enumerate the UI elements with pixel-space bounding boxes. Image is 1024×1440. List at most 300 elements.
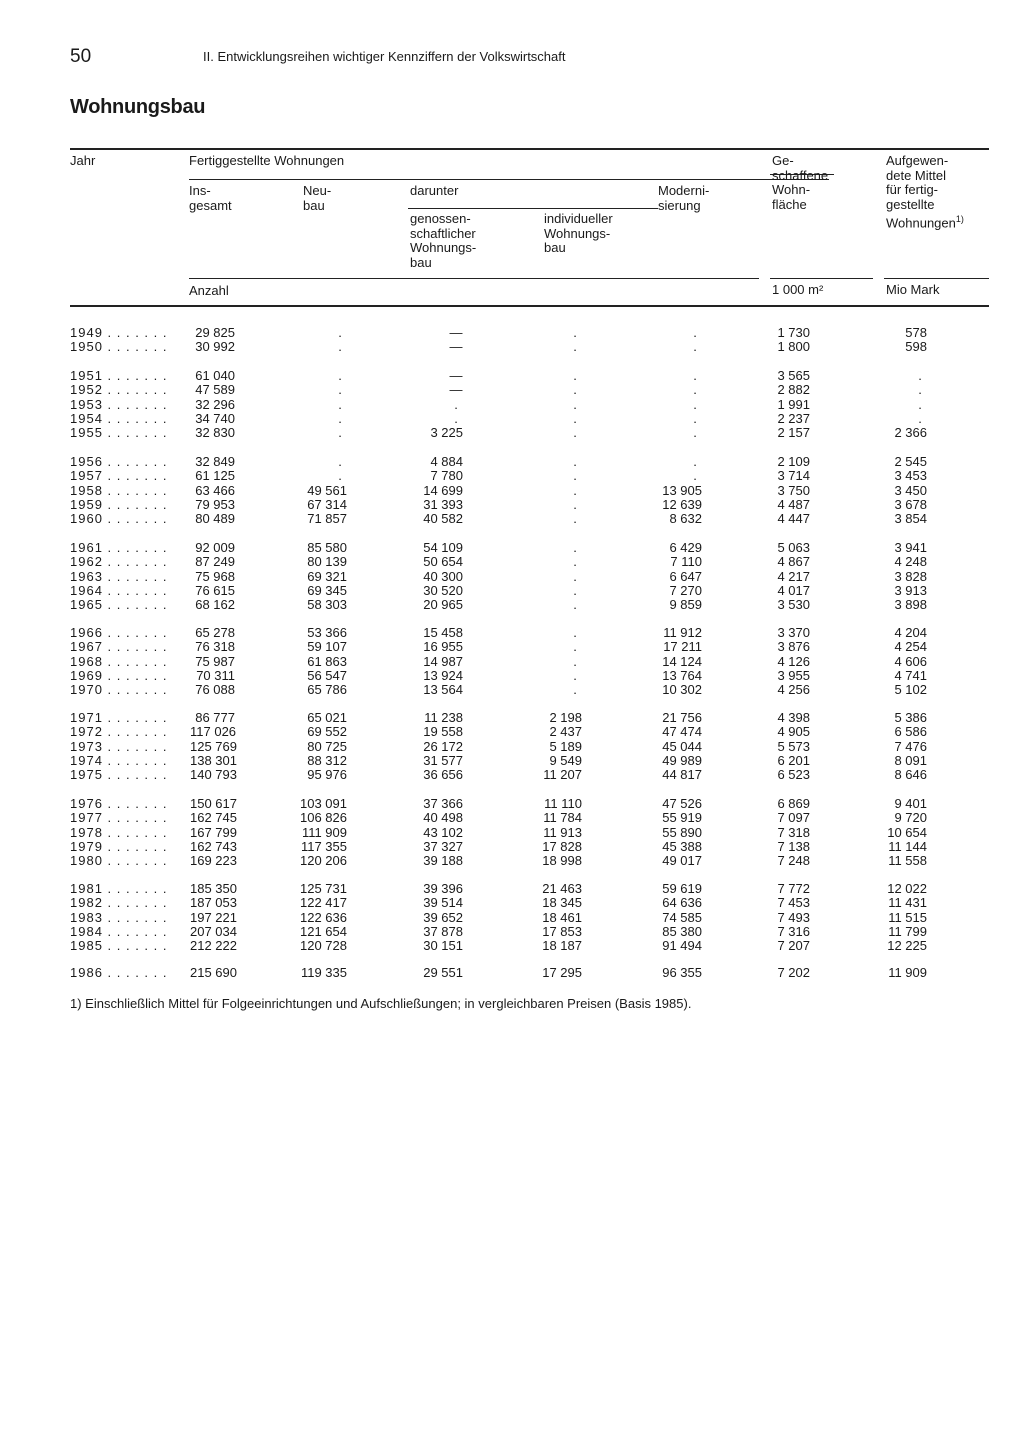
- cell-insgesamt: 212 222: [190, 938, 237, 954]
- cell-genossen: 39 514: [423, 895, 463, 911]
- cell-neubau: 58 303: [307, 597, 347, 613]
- cell-insgesamt: 76 318: [195, 639, 235, 655]
- cell-genossen: 30 151: [423, 938, 463, 954]
- cell-year: 1979 . . . . . . .: [70, 838, 168, 854]
- cell-individuell: .: [573, 639, 577, 655]
- cell-insgesamt: 86 777: [195, 710, 235, 725]
- cell-neubau: 65 786: [307, 682, 347, 698]
- cell-year: 1967 . . . . . . .: [70, 639, 168, 655]
- header-insgesamt: Ins- gesamt: [189, 183, 232, 213]
- cell-flaeche: 4 217: [777, 568, 810, 584]
- cell-neubau: 67 314: [307, 496, 347, 512]
- cell-insgesamt: 76 615: [195, 582, 235, 598]
- cell-neubau: 80 139: [307, 554, 347, 570]
- cell-flaeche: 7 248: [777, 853, 810, 869]
- cell-insgesamt: 32 296: [195, 396, 235, 412]
- cell-mark: 11 144: [888, 838, 927, 854]
- cell-flaeche: 5 573: [777, 738, 810, 754]
- cell-genossen: 19 558: [423, 724, 463, 740]
- cell-mark: 4 254: [894, 639, 927, 655]
- cell-neubau: 88 312: [307, 752, 347, 768]
- cell-mark: 3 854: [894, 511, 927, 527]
- cell-genossen: 37 327: [423, 838, 463, 854]
- cell-neubau: .: [338, 425, 342, 441]
- cell-genossen: 20 965: [423, 597, 463, 613]
- cell-individuell: 17 853: [542, 923, 582, 939]
- cell-neubau: 59 107: [307, 639, 347, 655]
- header-rule-units-2: [770, 278, 873, 279]
- cell-neubau: .: [338, 339, 342, 355]
- cell-year: 1977 . . . . . . .: [70, 810, 168, 826]
- cell-genossen: 26 172: [423, 738, 463, 754]
- cell-flaeche: 7 097: [777, 810, 810, 826]
- header-rule-units: [189, 278, 759, 279]
- cell-flaeche: 6 201: [777, 752, 810, 768]
- cell-individuell: .: [573, 410, 577, 426]
- cell-individuell: 11 913: [543, 824, 582, 840]
- cell-year: 1969 . . . . . . .: [70, 667, 168, 683]
- cell-mark: 8 646: [894, 767, 927, 783]
- cell-individuell: .: [573, 554, 577, 570]
- cell-genossen: 4 884: [430, 454, 463, 469]
- cell-mark: .: [918, 410, 922, 426]
- unit-flaeche: 1 000 m²: [772, 282, 824, 297]
- cell-insgesamt: 32 830: [195, 425, 235, 441]
- cell-modern: 6 647: [669, 568, 702, 584]
- cell-year: 1949 . . . . . . .: [70, 325, 168, 340]
- cell-insgesamt: 187 053: [190, 895, 237, 911]
- cell-neubau: 122 636: [300, 909, 347, 925]
- cell-flaeche: 1 730: [777, 325, 810, 340]
- cell-flaeche: 4 126: [777, 653, 810, 669]
- cell-individuell: 11 207: [543, 767, 582, 783]
- header-bottom-rule: [70, 305, 989, 307]
- cell-neubau: 103 091: [300, 796, 347, 811]
- cell-individuell: 18 998: [542, 853, 582, 869]
- cell-neubau: 117 355: [300, 838, 347, 854]
- cell-flaeche: 4 905: [777, 724, 810, 740]
- cell-genossen: 31 577: [423, 752, 463, 768]
- cell-genossen: 3 225: [430, 425, 463, 441]
- cell-flaeche: 3 714: [777, 468, 810, 484]
- cell-modern: 47 474: [662, 724, 702, 740]
- cell-flaeche: 3 370: [777, 625, 810, 640]
- cell-insgesamt: 32 849: [195, 454, 235, 469]
- cell-genossen: 16 955: [423, 639, 463, 655]
- cell-flaeche: 6 523: [777, 767, 810, 783]
- cell-year: 1971 . . . . . . .: [70, 710, 168, 725]
- cell-modern: 85 380: [662, 923, 702, 939]
- cell-flaeche: 7 493: [777, 909, 810, 925]
- cell-individuell: .: [573, 482, 577, 498]
- cell-modern: 17 211: [663, 639, 702, 655]
- cell-insgesamt: 125 769: [190, 738, 237, 754]
- cell-mark: 3 913: [894, 582, 927, 598]
- cell-genossen: 37 878: [423, 923, 463, 939]
- cell-individuell: .: [573, 468, 577, 484]
- cell-flaeche: 5 063: [777, 540, 810, 555]
- cell-genossen: —: [449, 339, 463, 355]
- cell-year: 1953 . . . . . . .: [70, 396, 168, 412]
- cell-mark: 9 720: [894, 810, 927, 826]
- cell-year: 1955 . . . . . . .: [70, 425, 168, 441]
- cell-genossen: 14 699: [423, 482, 463, 498]
- cell-year: 1958 . . . . . . .: [70, 482, 168, 498]
- cell-neubau: 69 552: [307, 724, 347, 740]
- cell-individuell: .: [573, 382, 577, 398]
- cell-mark: 3 941: [894, 540, 927, 555]
- cell-individuell: 18 461: [542, 909, 582, 925]
- cell-mark: 7 476: [894, 738, 927, 754]
- cell-individuell: .: [573, 339, 577, 355]
- page-title: Wohnungsbau: [70, 96, 206, 118]
- header-darunter: darunter: [410, 183, 459, 198]
- cell-neubau: 49 561: [307, 482, 347, 498]
- cell-mark: 3 828: [894, 568, 927, 584]
- cell-insgesamt: 197 221: [190, 909, 237, 925]
- cell-genossen: 40 498: [423, 810, 463, 826]
- cell-flaeche: 7 318: [777, 824, 810, 840]
- cell-genossen: 15 458: [423, 625, 463, 640]
- cell-year: 1974 . . . . . . .: [70, 752, 168, 768]
- cell-individuell: .: [573, 667, 577, 683]
- cell-flaeche: 3 876: [777, 639, 810, 655]
- cell-individuell: .: [573, 368, 577, 383]
- cell-flaeche: 2 157: [777, 425, 810, 441]
- cell-modern: .: [693, 325, 697, 340]
- cell-year: 1970 . . . . . . .: [70, 682, 168, 698]
- cell-modern: 59 619: [662, 881, 702, 896]
- footnote: 1) Einschließlich Mittel für Folgeeinrichtungen und Aufschließungen; in vergleichbaren Preisen (Basis 1985).: [70, 996, 692, 1011]
- header-individuell: individueller Wohnungs- bau: [544, 211, 613, 255]
- cell-genossen: 13 924: [423, 667, 463, 683]
- cell-insgesamt: 30 992: [195, 339, 235, 355]
- cell-flaeche: 1 800: [777, 339, 810, 355]
- cell-individuell: .: [573, 396, 577, 412]
- cell-modern: 55 919: [662, 810, 702, 826]
- cell-genossen: 14 987: [423, 653, 463, 669]
- cell-individuell: 18 345: [542, 895, 582, 911]
- cell-genossen: —: [449, 325, 463, 340]
- cell-modern: .: [693, 339, 697, 355]
- cell-insgesamt: 207 034: [190, 923, 237, 939]
- cell-mark: 6 586: [894, 724, 927, 740]
- cell-flaeche: 7 316: [777, 923, 810, 939]
- cell-year: 1986 . . . . . . .: [70, 965, 168, 980]
- cell-insgesamt: 79 953: [195, 496, 235, 512]
- cell-mark: .: [918, 396, 922, 412]
- cell-year: 1978 . . . . . . .: [70, 824, 168, 840]
- cell-neubau: 69 345: [307, 582, 347, 598]
- cell-genossen: 13 564: [423, 682, 463, 698]
- cell-genossen: 40 582: [423, 511, 463, 527]
- cell-year: 1951 . . . . . . .: [70, 368, 168, 383]
- cell-neubau: .: [338, 410, 342, 426]
- cell-flaeche: 3 750: [777, 482, 810, 498]
- cell-individuell: .: [573, 425, 577, 441]
- cell-modern: 91 494: [662, 938, 702, 954]
- cell-genossen: —: [449, 382, 463, 398]
- cell-insgesamt: 61 125: [195, 468, 235, 484]
- cell-flaeche: 4 256: [777, 682, 810, 698]
- cell-flaeche: 2 882: [777, 382, 810, 398]
- cell-year: 1968 . . . . . . .: [70, 653, 168, 669]
- cell-mark: 11 431: [888, 895, 927, 911]
- cell-mark: 10 654: [887, 824, 927, 840]
- cell-genossen: 54 109: [423, 540, 463, 555]
- cell-mark: 3 450: [894, 482, 927, 498]
- cell-flaeche: 7 202: [777, 965, 810, 980]
- cell-year: 1965 . . . . . . .: [70, 597, 168, 613]
- cell-genossen: 7 780: [430, 468, 463, 484]
- cell-flaeche: 4 487: [777, 496, 810, 512]
- cell-modern: 7 110: [670, 554, 702, 570]
- cell-neubau: 106 826: [300, 810, 347, 826]
- cell-modern: .: [693, 368, 697, 383]
- cell-individuell: 17 828: [542, 838, 582, 854]
- cell-neubau: 65 021: [307, 710, 347, 725]
- cell-flaeche: 3 565: [777, 368, 810, 383]
- cell-genossen: .: [454, 396, 458, 412]
- cell-mark: 5 102: [894, 682, 927, 698]
- cell-neubau: 95 976: [307, 767, 347, 783]
- cell-year: 1980 . . . . . . .: [70, 853, 168, 869]
- cell-mark: 11 909: [888, 965, 927, 980]
- cell-year: 1985 . . . . . . .: [70, 938, 168, 954]
- cell-insgesamt: 75 987: [195, 653, 235, 669]
- cell-modern: 9 859: [669, 597, 702, 613]
- cell-individuell: 21 463: [542, 881, 582, 896]
- cell-neubau: .: [338, 325, 342, 340]
- cell-modern: .: [693, 425, 697, 441]
- cell-modern: .: [693, 382, 697, 398]
- cell-neubau: .: [338, 368, 342, 383]
- cell-mark: 4 606: [894, 653, 927, 669]
- cell-modern: 10 302: [662, 682, 702, 698]
- cell-mark: .: [918, 382, 922, 398]
- cell-neubau: 56 547: [307, 667, 347, 683]
- cell-modern: 49 017: [662, 853, 702, 869]
- cell-individuell: .: [573, 568, 577, 584]
- cell-individuell: .: [573, 653, 577, 669]
- cell-mark: 8 091: [894, 752, 927, 768]
- cell-mark: 9 401: [894, 796, 927, 811]
- cell-modern: .: [693, 410, 697, 426]
- cell-insgesamt: 65 278: [195, 625, 235, 640]
- cell-genossen: 39 396: [423, 881, 463, 896]
- cell-individuell: .: [573, 597, 577, 613]
- cell-neubau: 121 654: [300, 923, 347, 939]
- cell-genossen: 31 393: [423, 496, 463, 512]
- cell-insgesamt: 63 466: [195, 482, 235, 498]
- cell-individuell: 18 187: [542, 938, 582, 954]
- cell-flaeche: 4 447: [777, 511, 810, 527]
- cell-modern: 8 632: [669, 511, 702, 527]
- cell-insgesamt: 76 088: [195, 682, 235, 698]
- cell-modern: 7 270: [669, 582, 702, 598]
- header-neubau: Neu- bau: [303, 183, 332, 213]
- cell-mark: 3 678: [894, 496, 927, 512]
- cell-genossen: 37 366: [423, 796, 463, 811]
- cell-year: 1961 . . . . . . .: [70, 540, 168, 555]
- cell-year: 1975 . . . . . . .: [70, 767, 168, 783]
- cell-genossen: 29 551: [423, 965, 463, 980]
- cell-year: 1976 . . . . . . .: [70, 796, 168, 811]
- cell-neubau: 119 335: [300, 965, 347, 980]
- cell-insgesamt: 150 617: [190, 796, 237, 811]
- cell-mark: 2 545: [894, 454, 927, 469]
- cell-neubau: 69 321: [307, 568, 347, 584]
- header-aufgewendete: Aufgewen- dete Mittel für fertig- gestellte Wohnungen$^{1)}$: [886, 153, 964, 231]
- cell-neubau: 71 857: [307, 511, 347, 527]
- cell-year: 1954 . . . . . . .: [70, 410, 168, 426]
- cell-insgesamt: 162 745: [190, 810, 237, 826]
- cell-flaeche: 3 530: [777, 597, 810, 613]
- cell-insgesamt: 138 301: [190, 752, 237, 768]
- cell-neubau: 125 731: [300, 881, 347, 896]
- header-geschaffene: Ge- schaffene Wohn- fläche: [772, 153, 829, 212]
- cell-individuell: .: [573, 325, 577, 340]
- cell-modern: .: [693, 396, 697, 412]
- cell-modern: 96 355: [662, 965, 702, 980]
- cell-year: 1982 . . . . . . .: [70, 895, 168, 911]
- cell-insgesamt: 34 740: [195, 410, 235, 426]
- cell-year: 1950 . . . . . . .: [70, 339, 168, 355]
- cell-year: 1973 . . . . . . .: [70, 738, 168, 754]
- cell-genossen: 40 300: [423, 568, 463, 584]
- cell-individuell: 9 549: [549, 752, 582, 768]
- cell-individuell: .: [573, 454, 577, 469]
- cell-flaeche: 4 017: [777, 582, 810, 598]
- header-rule-units-3: [884, 278, 989, 279]
- cell-insgesamt: 162 743: [190, 838, 237, 854]
- cell-flaeche: 4 867: [777, 554, 810, 570]
- cell-modern: 45 388: [662, 838, 702, 854]
- cell-insgesamt: 117 026: [190, 724, 237, 740]
- cell-insgesamt: 75 968: [195, 568, 235, 584]
- cell-year: 1983 . . . . . . .: [70, 909, 168, 925]
- cell-genossen: .: [454, 410, 458, 426]
- cell-individuell: 2 437: [549, 724, 582, 740]
- cell-mark: 2 366: [894, 425, 927, 441]
- cell-mark: 4 248: [894, 554, 927, 570]
- cell-flaeche: 7 138: [777, 838, 810, 854]
- cell-modern: .: [693, 454, 697, 469]
- cell-modern: 21 756: [662, 710, 702, 725]
- cell-flaeche: 7 772: [777, 881, 810, 896]
- cell-insgesamt: 87 249: [195, 554, 235, 570]
- cell-individuell: 5 189: [549, 738, 582, 754]
- cell-genossen: 30 520: [423, 582, 463, 598]
- cell-year: 1964 . . . . . . .: [70, 582, 168, 598]
- cell-mark: 4 741: [894, 667, 927, 683]
- cell-modern: 12 639: [662, 496, 702, 512]
- cell-neubau: 61 863: [307, 653, 347, 669]
- cell-neubau: 120 206: [300, 853, 347, 869]
- cell-genossen: 11 238: [424, 710, 463, 725]
- header-top-rule: [70, 148, 989, 150]
- cell-modern: 11 912: [663, 625, 702, 640]
- section-title: II. Entwicklungsreihen wichtiger Kennziffern der Volkswirtschaft: [203, 49, 566, 64]
- page-number: 50: [70, 46, 92, 67]
- cell-year: 1956 . . . . . . .: [70, 454, 168, 469]
- cell-mark: 598: [905, 339, 927, 355]
- cell-genossen: 36 656: [423, 767, 463, 783]
- cell-modern: 74 585: [662, 909, 702, 925]
- unit-mark: Mio Mark: [886, 282, 940, 297]
- cell-mark: 4 204: [894, 625, 927, 640]
- cell-year: 1981 . . . . . . .: [70, 881, 168, 896]
- cell-mark: 3 453: [894, 468, 927, 484]
- cell-neubau: 80 725: [307, 738, 347, 754]
- cell-mark: 5 386: [894, 710, 927, 725]
- cell-insgesamt: 215 690: [190, 965, 237, 980]
- cell-flaeche: 1 991: [777, 396, 810, 412]
- cell-insgesamt: 70 311: [196, 667, 235, 683]
- header-fertiggestellte: Fertiggestellte Wohnungen: [189, 153, 345, 168]
- cell-mark: .: [918, 368, 922, 383]
- cell-year: 1962 . . . . . . .: [70, 554, 168, 570]
- header-jahr: Jahr: [70, 153, 96, 168]
- cell-modern: 49 989: [662, 752, 702, 768]
- cell-neubau: 122 417: [300, 895, 347, 911]
- cell-insgesamt: 185 350: [190, 881, 237, 896]
- unit-anzahl: Anzahl: [189, 283, 229, 298]
- cell-genossen: 50 654: [423, 554, 463, 570]
- cell-mark: 3 898: [894, 597, 927, 613]
- cell-individuell: 11 784: [543, 810, 582, 826]
- cell-neubau: .: [338, 454, 342, 469]
- cell-individuell: .: [573, 511, 577, 527]
- cell-neubau: .: [338, 468, 342, 484]
- cell-individuell: .: [573, 540, 577, 555]
- cell-insgesamt: 61 040: [195, 368, 235, 383]
- cell-mark: 12 022: [887, 881, 927, 896]
- header-genossenschaftlich: genossen- schaftlicher Wohnungs- bau: [410, 211, 477, 270]
- cell-year: 1966 . . . . . . .: [70, 625, 168, 640]
- cell-neubau: .: [338, 382, 342, 398]
- cell-modern: 47 526: [662, 796, 702, 811]
- cell-flaeche: 7 207: [777, 938, 810, 954]
- cell-year: 1952 . . . . . . .: [70, 382, 168, 398]
- cell-modern: 55 890: [662, 824, 702, 840]
- cell-individuell: .: [573, 682, 577, 698]
- cell-year: 1960 . . . . . . .: [70, 511, 168, 527]
- cell-neubau: .: [338, 396, 342, 412]
- footnote-marker: 1): [955, 214, 964, 224]
- header-modernisierung: Moderni- sierung: [658, 183, 710, 213]
- cell-insgesamt: 80 489: [195, 511, 235, 527]
- cell-insgesamt: 47 589: [195, 382, 235, 398]
- cell-flaeche: 3 955: [777, 667, 810, 683]
- cell-flaeche: 6 869: [777, 796, 810, 811]
- cell-insgesamt: 29 825: [195, 325, 235, 340]
- cell-modern: 45 044: [662, 738, 702, 754]
- cell-mark: 11 515: [888, 909, 927, 925]
- header-rule-darunter: [408, 208, 658, 209]
- cell-genossen: 39 188: [423, 853, 463, 869]
- cell-mark: 578: [905, 325, 927, 340]
- cell-year: 1959 . . . . . . .: [70, 496, 168, 512]
- cell-individuell: 2 198: [549, 710, 582, 725]
- cell-neubau: 120 728: [300, 938, 347, 954]
- cell-neubau: 111 909: [301, 824, 347, 840]
- cell-insgesamt: 68 162: [195, 597, 235, 613]
- cell-modern: 14 124: [662, 653, 702, 669]
- cell-year: 1984 . . . . . . .: [70, 923, 168, 939]
- cell-individuell: 11 110: [544, 796, 582, 811]
- cell-genossen: —: [449, 368, 463, 383]
